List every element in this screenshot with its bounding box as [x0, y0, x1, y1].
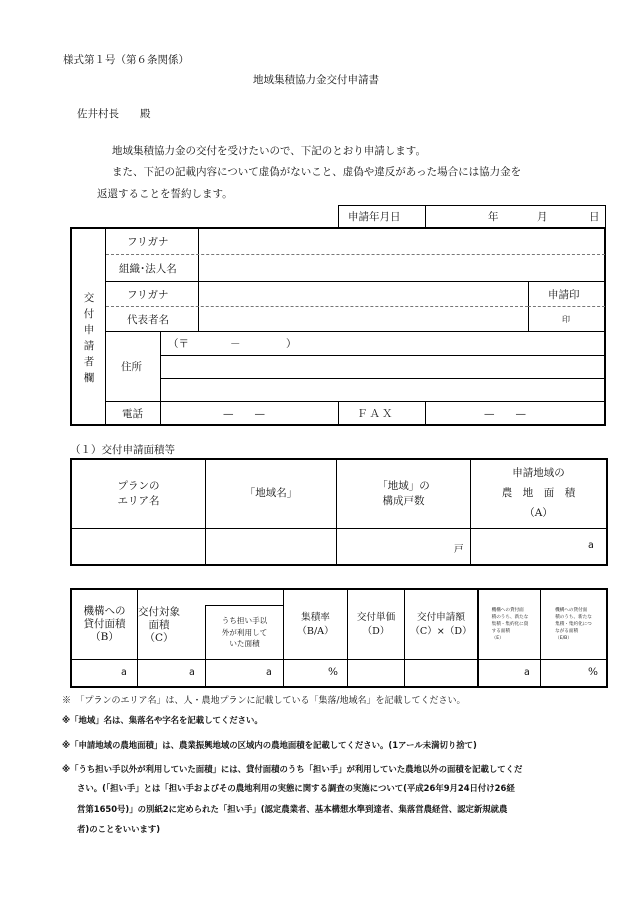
unit-households: 戸	[454, 544, 464, 555]
subject-area-input[interactable]	[139, 661, 186, 685]
rep-name-input[interactable]	[200, 308, 526, 330]
page-title: 地域集積協力金交付申請書	[253, 74, 379, 86]
note-4-cont-3: 者)のことをいいます)	[77, 824, 161, 834]
table1-col-households: 「地域」の 構成戸数	[377, 479, 430, 507]
table1-col-farmland: 申請地域の 農 地 面 積 （A）	[501, 467, 576, 519]
date-day: 日	[589, 211, 600, 223]
note-1: ※ 「プランのエリア名」は、人・農地プランに記載している「集落/地域名」を記載してください。	[62, 696, 466, 706]
org-name-label: 組織･法人名	[119, 263, 177, 275]
applicant-section-label: 交付申請者欄	[83, 292, 95, 384]
unit-ratio: %	[328, 666, 338, 678]
unit-e: a	[524, 667, 530, 678]
unit-c: a	[189, 667, 195, 678]
note-3: ※「申請地域の農地面積」は、農業振興地域の区域内の農地面積を記載してください。(1アール未満切り捨て)	[62, 740, 477, 750]
postal-dash: －	[230, 338, 241, 350]
table2-col-eb: 機構への貸付面 積のうち、新たな 集積・集約化につ ながる面積 （E/B）	[555, 607, 592, 642]
form-number: 様式第１号（第６条関係）	[63, 54, 189, 66]
amount-input[interactable]	[406, 661, 476, 685]
phone-label: 電話	[122, 408, 143, 420]
date-label: 申請年月日	[348, 211, 401, 223]
postal-open: （〒	[168, 338, 189, 350]
farmland-area-input[interactable]	[472, 530, 582, 563]
phone-dashes: — —	[223, 408, 265, 420]
furigana-input-2[interactable]	[200, 283, 526, 305]
note-4: ※「うち担い手以外が利用していた面積」には、貸付面積のうち「担い手」が利用していた農地以外の面積を記載してくだ	[62, 764, 523, 774]
table2-col-c: 交付対象 面積 （C）	[138, 605, 180, 645]
seal-label: 申請印	[548, 289, 580, 301]
date-year: 年	[488, 211, 499, 223]
table2-col-c-sub: うち担い手以 外が利用して いた面積	[221, 616, 268, 649]
households-input[interactable]	[338, 530, 448, 563]
addressee: 佐井村長 殿	[77, 108, 151, 120]
note-4-cont-1: さい。(「担い手」とは「担い手およびその農地利用の実態に関する調査の実施について(平成26年9月24日付け26経	[77, 783, 515, 793]
non-bearer-area-input[interactable]	[207, 661, 263, 685]
intro-paragraph-2b: 返還することを誓約します。	[97, 188, 233, 200]
furigana-label-2: フリガナ	[127, 289, 169, 301]
furigana-label-1: フリガナ	[127, 236, 169, 248]
unit-c-sub: a	[266, 667, 272, 678]
table2-col-unit-price: 交付単価 （D）	[356, 611, 396, 637]
unit-eb: %	[588, 666, 598, 678]
intro-paragraph-2a: また、下記の記載内容について虚偽がないこと、虚偽や違反があった場合には協力金を	[112, 166, 522, 178]
org-name-input[interactable]	[200, 256, 603, 280]
table2-col-ratio: 集積率 （B/A）	[297, 611, 334, 637]
table2-col-e: 機構への貸付面 積のうち、新たな 集積・集約化に資 する面積 （E）	[491, 607, 529, 642]
address-input[interactable]	[162, 357, 603, 400]
seal-mark: 印	[562, 315, 570, 324]
new-aggregation-area-input[interactable]	[480, 661, 522, 685]
area-name-input[interactable]	[73, 530, 204, 563]
fax-dashes: — —	[484, 408, 526, 420]
unit-farmland-area: a	[588, 540, 594, 551]
unit-b: a	[121, 667, 127, 678]
loan-area-input[interactable]	[73, 661, 118, 685]
unit-price-input[interactable]	[349, 661, 403, 685]
section1-title: （１）交付申請面積等	[70, 444, 175, 456]
date-month: 月	[537, 211, 548, 223]
table2-col-amount: 交付申請額 （C）×（D）	[410, 611, 472, 637]
date-year-field[interactable]	[440, 207, 484, 225]
ratio-input[interactable]	[285, 661, 325, 685]
new-aggregation-ratio-input[interactable]	[542, 661, 586, 685]
region-name-input[interactable]	[207, 530, 335, 563]
rep-name-label: 代表者名	[127, 314, 169, 326]
note-2: ※「地域」名は、集落名や字名を記載してください。	[62, 715, 263, 725]
address-label: 住所	[121, 361, 142, 373]
fax-label: ＦＡＸ	[357, 408, 395, 420]
intro-paragraph-1: 地域集積協力金の交付を受けたいので、下記のとおり申請します。	[112, 145, 426, 157]
postal-close: ）	[286, 338, 297, 350]
furigana-input-1[interactable]	[200, 230, 603, 252]
table2-col-b: 機構への 貸付面積 （B）	[83, 604, 126, 644]
table1-col-area-name: プランの エリア名	[117, 479, 160, 507]
table1-col-region-name: 「地域名」	[244, 487, 298, 500]
note-4-cont-2: 営第1650号)」の別紙2に定められた「担い手」(認定農業者、基本構想水準到達者、集落営農経営、認定新規就農	[77, 804, 508, 814]
